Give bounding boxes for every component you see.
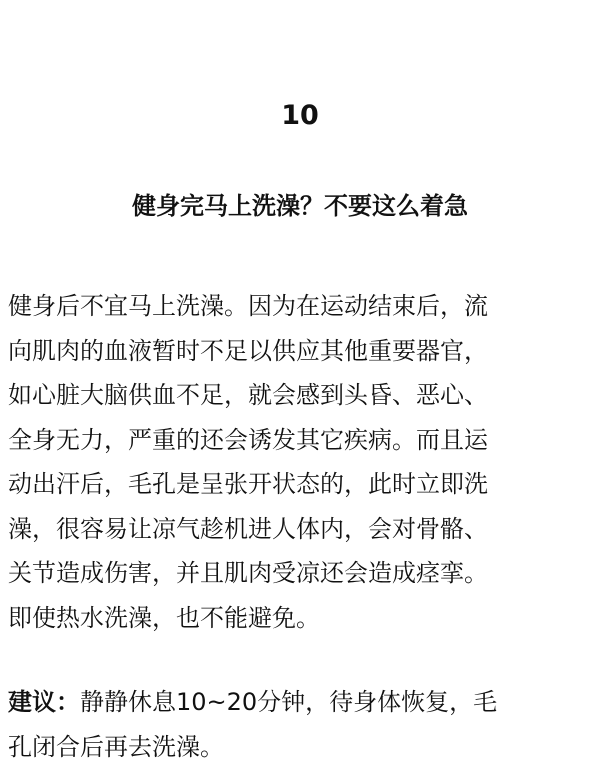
body-line: 澡，很容易让凉气趁机进人体内，会对骨骼、 — [8, 507, 592, 552]
advice-text-1: 静静休息10~20分钟，待身体恢复，毛 — [80, 688, 497, 716]
advice-paragraph — [8, 680, 592, 769]
article-body — [8, 284, 592, 640]
advice-label: 建议： — [8, 688, 80, 716]
section-number: 10 — [0, 98, 600, 134]
body-line: 向肌肉的血液暂时不足以供应其他重要器官， — [8, 329, 592, 374]
body-line: 健身后不宜马上洗澡。因为在运动结束后，流 — [8, 284, 592, 329]
advice-line-1 — [8, 680, 592, 725]
body-line: 动出汗后，毛孔是呈张开状态的，此时立即洗 — [8, 462, 592, 507]
section-title: 健身完马上洗澡？不要这么着急 — [0, 188, 600, 224]
body-line: 如心脏大脑供血不足，就会感到头昏、恶心、 — [8, 373, 592, 418]
body-line: 关节造成伤害，并且肌肉受凉还会造成痉挛。 — [8, 551, 592, 596]
body-line: 全身无力，严重的还会诱发其它疾病。而且运 — [8, 418, 592, 463]
advice-text-2: 孔闭合后再去洗澡。 — [8, 725, 592, 769]
body-line: 即使热水洗澡，也不能避免。 — [8, 596, 592, 641]
